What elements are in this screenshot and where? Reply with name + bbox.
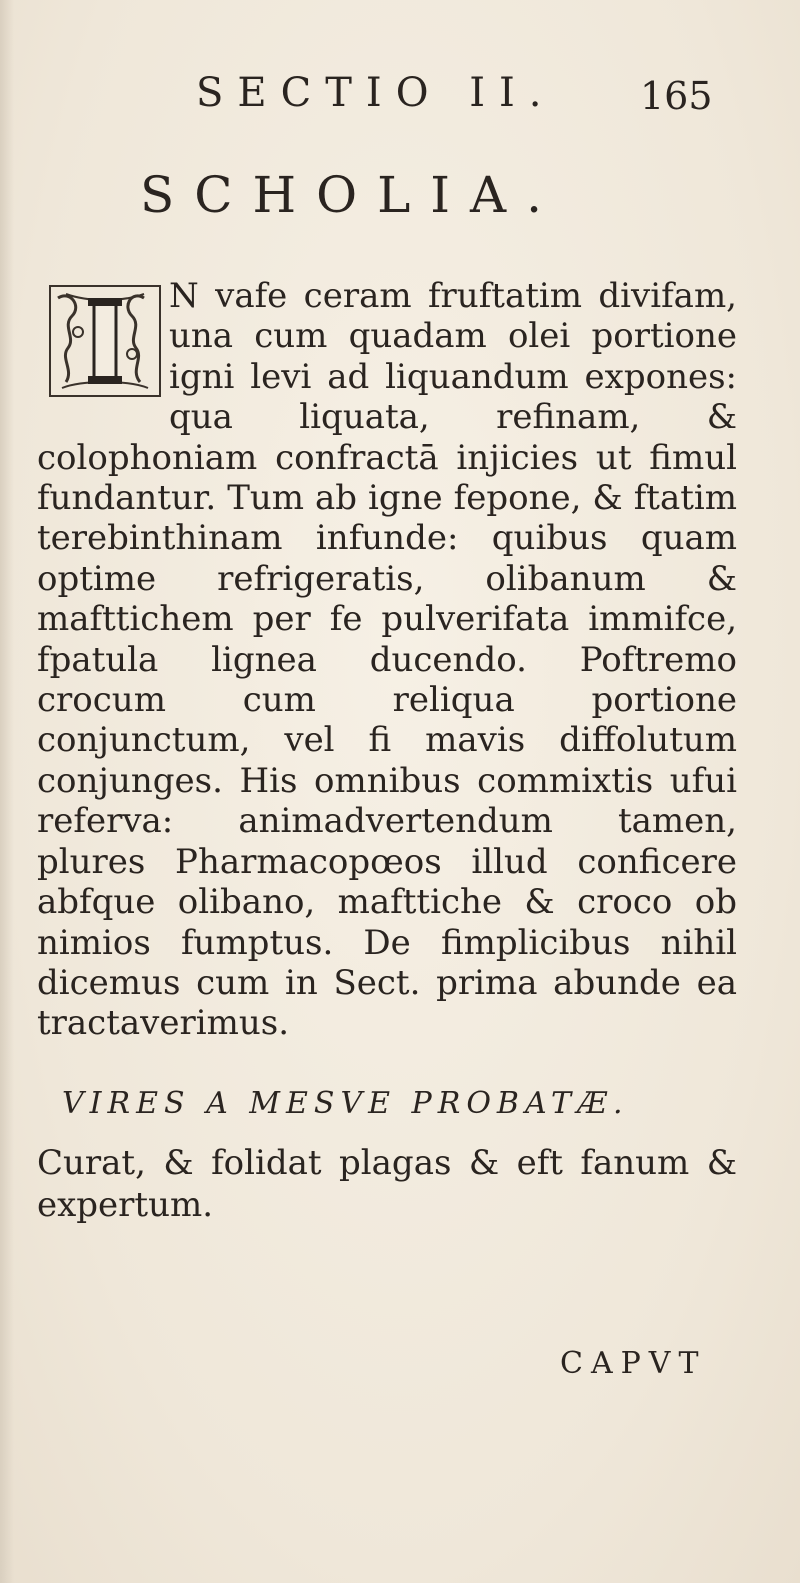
page-gutter xyxy=(0,0,14,1583)
scholia-body xyxy=(37,276,737,1044)
virtues-heading: VIRES A MESVE PROBATÆ. xyxy=(62,1086,629,1121)
page-number: 165 xyxy=(640,74,713,118)
virtues-paragraph: Curat, & folidat plagas & eft fanum & expertum. xyxy=(37,1143,737,1225)
running-head: SECTIO II. xyxy=(196,70,556,116)
catchword: CAPVT xyxy=(560,1346,707,1381)
scholia-paragraph: N vafe ceram fruftatim divifam, una cum quadam olei portione igni levi ad liquandum expones: qua liquata, refinam, & colophoniam confractā injicies ut fimul fundantur. Tum ab igne fepone, & ftatim terebinthinam infunde: quibus quam optime refrigeratis, olibanum & mafttichem per fe pulverifata immifce, fpatula lignea ducendo. Poftremo crocum cum reliqua portione conjunctum, vel fi mavis diffolutum conjunges. His omnibus commixtis ufui referva: animadvertendum tamen, plures Pharmacopœos illud conficere abfque olibano, mafttiche & croco ob nimios fumptus. De fimplicibus nihil dicemus cum in Sect. prima abunde ea tractaverimus. xyxy=(37,276,737,1044)
initial-spacer xyxy=(37,276,169,430)
section-title: SCHOLIA. xyxy=(140,166,563,224)
